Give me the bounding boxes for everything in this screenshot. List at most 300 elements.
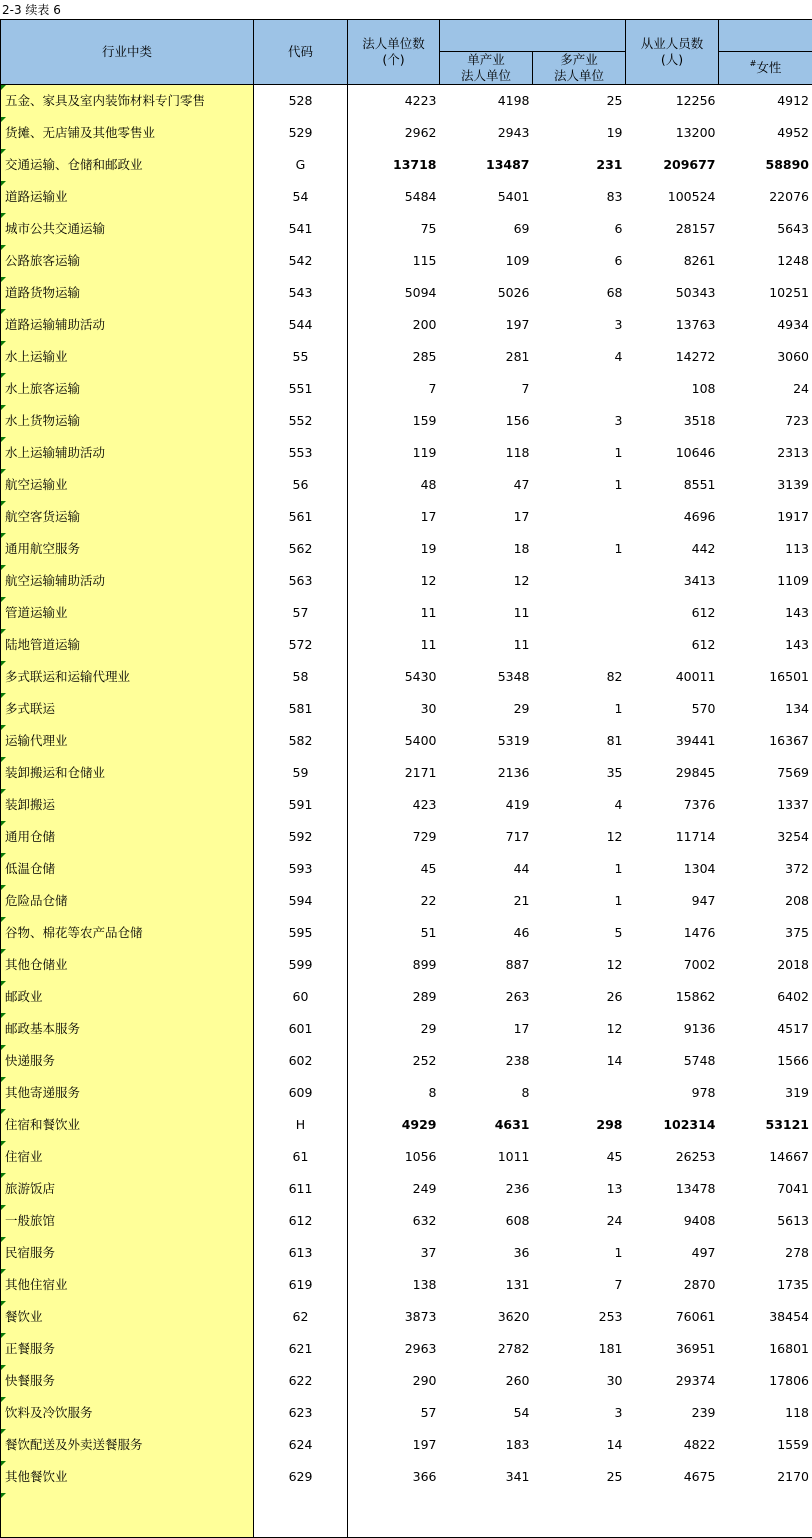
row-units: 12 bbox=[348, 565, 440, 597]
row-code: 611 bbox=[254, 1173, 348, 1205]
row-female: 278 bbox=[719, 1237, 812, 1269]
row-female: 143 bbox=[719, 597, 812, 629]
row-units: 17 bbox=[348, 501, 440, 533]
row-multi: 3 bbox=[533, 1397, 626, 1429]
row-employees: 10646 bbox=[626, 437, 719, 469]
row-single: 118 bbox=[440, 437, 533, 469]
row-multi: 5 bbox=[533, 917, 626, 949]
row-single: 197 bbox=[440, 309, 533, 341]
row-single: 3620 bbox=[440, 1301, 533, 1333]
row-units: 3873 bbox=[348, 1301, 440, 1333]
row-employees: 15862 bbox=[626, 981, 719, 1013]
row-female: 2018 bbox=[719, 949, 812, 981]
table-row bbox=[1, 981, 812, 1013]
row-units: 75 bbox=[348, 213, 440, 245]
table-row bbox=[1, 149, 812, 181]
row-code: 613 bbox=[254, 1237, 348, 1269]
row-code: 56 bbox=[254, 469, 348, 501]
row-industry-name: 航空运输业 bbox=[1, 469, 254, 501]
row-code: 593 bbox=[254, 853, 348, 885]
row-units: 200 bbox=[348, 309, 440, 341]
row-industry-name: 邮政业 bbox=[1, 981, 254, 1013]
row-female: 22076 bbox=[719, 181, 812, 213]
row-industry-name: 城市公共交通运输 bbox=[1, 213, 254, 245]
table-row bbox=[1, 693, 812, 725]
table-row bbox=[1, 277, 812, 309]
row-single: 5319 bbox=[440, 725, 533, 757]
female-mark: # bbox=[750, 59, 757, 68]
row-female: 24 bbox=[719, 373, 812, 405]
header-multi: 多产业 法人单位 bbox=[533, 52, 626, 85]
table-row bbox=[1, 341, 812, 373]
row-multi: 24 bbox=[533, 1205, 626, 1237]
table-row bbox=[1, 1365, 812, 1397]
row-single: 5348 bbox=[440, 661, 533, 693]
row-units: 7 bbox=[348, 373, 440, 405]
row-units: 4223 bbox=[348, 85, 440, 118]
row-employees: 7002 bbox=[626, 949, 719, 981]
row-single: 8 bbox=[440, 1077, 533, 1109]
row-industry-name: 一般旅馆 bbox=[1, 1205, 254, 1237]
row-industry-name: 交通运输、仓储和邮政业 bbox=[1, 149, 254, 181]
row-units: 37 bbox=[348, 1237, 440, 1269]
row-code: 562 bbox=[254, 533, 348, 565]
table-row bbox=[1, 1173, 812, 1205]
row-units: 5400 bbox=[348, 725, 440, 757]
row-employees: 4696 bbox=[626, 501, 719, 533]
row-multi: 26 bbox=[533, 981, 626, 1013]
row-multi: 4 bbox=[533, 789, 626, 821]
row-employees: 497 bbox=[626, 1237, 719, 1269]
row-code: 622 bbox=[254, 1365, 348, 1397]
row-single: 21 bbox=[440, 885, 533, 917]
row-employees: 209677 bbox=[626, 149, 719, 181]
row-single: 236 bbox=[440, 1173, 533, 1205]
row-units: 4929 bbox=[348, 1109, 440, 1141]
row-employees: 76061 bbox=[626, 1301, 719, 1333]
table-row bbox=[1, 1237, 812, 1269]
row-code: 591 bbox=[254, 789, 348, 821]
row-female: 1248 bbox=[719, 245, 812, 277]
table-row bbox=[1, 1301, 812, 1333]
row-employees: 612 bbox=[626, 629, 719, 661]
row-units: 45 bbox=[348, 853, 440, 885]
row-multi: 14 bbox=[533, 1045, 626, 1077]
empty-cell bbox=[254, 1493, 348, 1538]
row-female: 372 bbox=[719, 853, 812, 885]
row-code: 561 bbox=[254, 501, 348, 533]
row-code: 594 bbox=[254, 885, 348, 917]
row-female: 14667 bbox=[719, 1141, 812, 1173]
row-code: 59 bbox=[254, 757, 348, 789]
row-industry-name: 航空客货运输 bbox=[1, 501, 254, 533]
row-single: 36 bbox=[440, 1237, 533, 1269]
row-female: 17806 bbox=[719, 1365, 812, 1397]
row-single: 260 bbox=[440, 1365, 533, 1397]
header-industry: 行业中类 bbox=[1, 20, 254, 85]
row-female: 1559 bbox=[719, 1429, 812, 1461]
row-industry-name: 其他仓储业 bbox=[1, 949, 254, 981]
row-code: 60 bbox=[254, 981, 348, 1013]
row-industry-name: 陆地管道运输 bbox=[1, 629, 254, 661]
row-units: 249 bbox=[348, 1173, 440, 1205]
table-row bbox=[1, 213, 812, 245]
row-industry-name: 住宿和餐饮业 bbox=[1, 1109, 254, 1141]
row-employees: 9408 bbox=[626, 1205, 719, 1237]
row-industry-name: 旅游饭店 bbox=[1, 1173, 254, 1205]
row-code: 57 bbox=[254, 597, 348, 629]
row-multi: 3 bbox=[533, 405, 626, 437]
row-single: 156 bbox=[440, 405, 533, 437]
empty-cell bbox=[719, 1493, 812, 1538]
empty-cell bbox=[1, 1493, 254, 1538]
row-multi: 81 bbox=[533, 725, 626, 757]
row-units: 1056 bbox=[348, 1141, 440, 1173]
row-employees: 40011 bbox=[626, 661, 719, 693]
row-employees: 28157 bbox=[626, 213, 719, 245]
row-code: 582 bbox=[254, 725, 348, 757]
row-industry-name: 运输代理业 bbox=[1, 725, 254, 757]
row-code: 599 bbox=[254, 949, 348, 981]
row-code: 612 bbox=[254, 1205, 348, 1237]
row-industry-name: 正餐服务 bbox=[1, 1333, 254, 1365]
row-multi: 6 bbox=[533, 213, 626, 245]
row-multi: 253 bbox=[533, 1301, 626, 1333]
row-units: 285 bbox=[348, 341, 440, 373]
row-single: 17 bbox=[440, 1013, 533, 1045]
row-multi: 12 bbox=[533, 1013, 626, 1045]
table-filler-row bbox=[1, 1493, 812, 1538]
row-employees: 1304 bbox=[626, 853, 719, 885]
row-single: 11 bbox=[440, 597, 533, 629]
row-female: 1109 bbox=[719, 565, 812, 597]
row-code: 553 bbox=[254, 437, 348, 469]
row-employees: 108 bbox=[626, 373, 719, 405]
row-units: 51 bbox=[348, 917, 440, 949]
header-units: 法人单位数 (个) bbox=[348, 20, 440, 85]
row-industry-name: 货摊、无店铺及其他零售业 bbox=[1, 117, 254, 149]
empty-cell bbox=[348, 1493, 440, 1538]
row-units: 2171 bbox=[348, 757, 440, 789]
row-industry-name: 其他寄递服务 bbox=[1, 1077, 254, 1109]
row-single: 2136 bbox=[440, 757, 533, 789]
row-female: 4952 bbox=[719, 117, 812, 149]
row-multi: 83 bbox=[533, 181, 626, 213]
row-multi: 1 bbox=[533, 437, 626, 469]
row-female: 1337 bbox=[719, 789, 812, 821]
row-multi bbox=[533, 1077, 626, 1109]
row-units: 729 bbox=[348, 821, 440, 853]
row-single: 69 bbox=[440, 213, 533, 245]
row-female: 53121 bbox=[719, 1109, 812, 1141]
row-female: 5643 bbox=[719, 213, 812, 245]
row-multi: 6 bbox=[533, 245, 626, 277]
row-industry-name: 五金、家具及室内装饰材料专门零售 bbox=[1, 85, 254, 118]
row-female: 3139 bbox=[719, 469, 812, 501]
row-multi: 35 bbox=[533, 757, 626, 789]
row-multi: 7 bbox=[533, 1269, 626, 1301]
row-code: 551 bbox=[254, 373, 348, 405]
row-multi: 298 bbox=[533, 1109, 626, 1141]
row-employees: 102314 bbox=[626, 1109, 719, 1141]
row-employees: 947 bbox=[626, 885, 719, 917]
row-multi: 13 bbox=[533, 1173, 626, 1205]
row-single: 11 bbox=[440, 629, 533, 661]
row-units: 11 bbox=[348, 629, 440, 661]
row-employees: 4675 bbox=[626, 1461, 719, 1493]
row-multi: 1 bbox=[533, 885, 626, 917]
table-row bbox=[1, 949, 812, 981]
row-industry-name: 其他餐饮业 bbox=[1, 1461, 254, 1493]
row-female: 10251 bbox=[719, 277, 812, 309]
row-code: 563 bbox=[254, 565, 348, 597]
table-caption: 2-3 续表 6 bbox=[2, 2, 61, 18]
row-female: 5613 bbox=[719, 1205, 812, 1237]
row-code: 601 bbox=[254, 1013, 348, 1045]
table-row bbox=[1, 1461, 812, 1493]
row-units: 13718 bbox=[348, 149, 440, 181]
row-industry-name: 航空运输辅助活动 bbox=[1, 565, 254, 597]
row-employees: 14272 bbox=[626, 341, 719, 373]
row-industry-name: 通用仓储 bbox=[1, 821, 254, 853]
row-single: 608 bbox=[440, 1205, 533, 1237]
table-row bbox=[1, 245, 812, 277]
row-female: 2313 bbox=[719, 437, 812, 469]
row-industry-name: 装卸搬运 bbox=[1, 789, 254, 821]
row-single: 4631 bbox=[440, 1109, 533, 1141]
row-code: 55 bbox=[254, 341, 348, 373]
table-row bbox=[1, 1269, 812, 1301]
row-multi: 82 bbox=[533, 661, 626, 693]
row-code: 592 bbox=[254, 821, 348, 853]
row-units: 30 bbox=[348, 693, 440, 725]
table-row bbox=[1, 1429, 812, 1461]
row-code: 58 bbox=[254, 661, 348, 693]
row-employees: 3518 bbox=[626, 405, 719, 437]
row-female: 375 bbox=[719, 917, 812, 949]
row-industry-name: 通用航空服务 bbox=[1, 533, 254, 565]
row-female: 319 bbox=[719, 1077, 812, 1109]
table-row bbox=[1, 821, 812, 853]
row-units: 119 bbox=[348, 437, 440, 469]
row-industry-name: 多式联运 bbox=[1, 693, 254, 725]
row-multi: 12 bbox=[533, 949, 626, 981]
row-units: 2963 bbox=[348, 1333, 440, 1365]
row-employees: 3413 bbox=[626, 565, 719, 597]
table-row bbox=[1, 885, 812, 917]
row-female: 38454 bbox=[719, 1301, 812, 1333]
row-employees: 442 bbox=[626, 533, 719, 565]
row-multi: 4 bbox=[533, 341, 626, 373]
row-single: 238 bbox=[440, 1045, 533, 1077]
row-code: 602 bbox=[254, 1045, 348, 1077]
row-units: 252 bbox=[348, 1045, 440, 1077]
row-female: 143 bbox=[719, 629, 812, 661]
row-code: 619 bbox=[254, 1269, 348, 1301]
row-employees: 1476 bbox=[626, 917, 719, 949]
row-single: 12 bbox=[440, 565, 533, 597]
header-single: 单产业 法人单位 bbox=[440, 52, 533, 85]
row-female: 16501 bbox=[719, 661, 812, 693]
row-units: 5484 bbox=[348, 181, 440, 213]
row-units: 5430 bbox=[348, 661, 440, 693]
row-multi: 231 bbox=[533, 149, 626, 181]
row-female: 3060 bbox=[719, 341, 812, 373]
row-code: 623 bbox=[254, 1397, 348, 1429]
table-row bbox=[1, 725, 812, 757]
row-industry-name: 快递服务 bbox=[1, 1045, 254, 1077]
table-row bbox=[1, 533, 812, 565]
row-industry-name: 其他住宿业 bbox=[1, 1269, 254, 1301]
row-industry-name: 水上旅客运输 bbox=[1, 373, 254, 405]
table-row bbox=[1, 917, 812, 949]
row-single: 44 bbox=[440, 853, 533, 885]
row-multi: 68 bbox=[533, 277, 626, 309]
row-units: 2962 bbox=[348, 117, 440, 149]
row-industry-name: 邮政基本服务 bbox=[1, 1013, 254, 1045]
row-units: 632 bbox=[348, 1205, 440, 1237]
row-single: 1011 bbox=[440, 1141, 533, 1173]
header-units-spacer bbox=[440, 20, 626, 52]
row-multi: 1 bbox=[533, 469, 626, 501]
row-code: 62 bbox=[254, 1301, 348, 1333]
header-employees: 从业人员数 (人) bbox=[626, 20, 719, 85]
row-single: 13487 bbox=[440, 149, 533, 181]
row-units: 159 bbox=[348, 405, 440, 437]
table-row bbox=[1, 181, 812, 213]
row-single: 5026 bbox=[440, 277, 533, 309]
row-industry-name: 谷物、棉花等农产品仓储 bbox=[1, 917, 254, 949]
row-employees: 26253 bbox=[626, 1141, 719, 1173]
row-female: 3254 bbox=[719, 821, 812, 853]
row-units: 11 bbox=[348, 597, 440, 629]
row-multi bbox=[533, 629, 626, 661]
row-employees: 50343 bbox=[626, 277, 719, 309]
row-employees: 4822 bbox=[626, 1429, 719, 1461]
row-multi: 1 bbox=[533, 693, 626, 725]
row-units: 48 bbox=[348, 469, 440, 501]
row-code: 529 bbox=[254, 117, 348, 149]
row-industry-name: 住宿业 bbox=[1, 1141, 254, 1173]
row-industry-name: 多式联运和运输代理业 bbox=[1, 661, 254, 693]
row-multi: 45 bbox=[533, 1141, 626, 1173]
table-row bbox=[1, 1109, 812, 1141]
row-employees: 5748 bbox=[626, 1045, 719, 1077]
row-employees: 12256 bbox=[626, 85, 719, 118]
table-row bbox=[1, 117, 812, 149]
row-units: 29 bbox=[348, 1013, 440, 1045]
table-row bbox=[1, 373, 812, 405]
row-units: 115 bbox=[348, 245, 440, 277]
table-row bbox=[1, 85, 812, 118]
row-single: 18 bbox=[440, 533, 533, 565]
row-female: 1735 bbox=[719, 1269, 812, 1301]
row-employees: 239 bbox=[626, 1397, 719, 1429]
table-row bbox=[1, 1141, 812, 1173]
table-row bbox=[1, 757, 812, 789]
row-female: 4912 bbox=[719, 85, 812, 118]
row-industry-name: 饮料及冷饮服务 bbox=[1, 1397, 254, 1429]
row-industry-name: 危险品仓储 bbox=[1, 885, 254, 917]
row-employees: 8551 bbox=[626, 469, 719, 501]
row-industry-name: 水上运输辅助活动 bbox=[1, 437, 254, 469]
row-single: 17 bbox=[440, 501, 533, 533]
row-multi: 1 bbox=[533, 1237, 626, 1269]
row-industry-name: 水上货物运输 bbox=[1, 405, 254, 437]
row-employees: 7376 bbox=[626, 789, 719, 821]
row-female: 1917 bbox=[719, 501, 812, 533]
row-multi: 30 bbox=[533, 1365, 626, 1397]
row-single: 263 bbox=[440, 981, 533, 1013]
table-row bbox=[1, 1205, 812, 1237]
row-industry-name: 民宿服务 bbox=[1, 1237, 254, 1269]
row-multi: 181 bbox=[533, 1333, 626, 1365]
row-female: 208 bbox=[719, 885, 812, 917]
row-code: 572 bbox=[254, 629, 348, 661]
row-female: 7041 bbox=[719, 1173, 812, 1205]
row-single: 29 bbox=[440, 693, 533, 725]
row-multi bbox=[533, 373, 626, 405]
row-multi bbox=[533, 501, 626, 533]
row-code: 609 bbox=[254, 1077, 348, 1109]
row-units: 19 bbox=[348, 533, 440, 565]
row-industry-name: 低温仓储 bbox=[1, 853, 254, 885]
row-employees: 29374 bbox=[626, 1365, 719, 1397]
table-row bbox=[1, 565, 812, 597]
row-single: 419 bbox=[440, 789, 533, 821]
row-female: 16367 bbox=[719, 725, 812, 757]
row-multi: 12 bbox=[533, 821, 626, 853]
row-employees: 29845 bbox=[626, 757, 719, 789]
row-code: 544 bbox=[254, 309, 348, 341]
row-units: 22 bbox=[348, 885, 440, 917]
row-single: 281 bbox=[440, 341, 533, 373]
row-single: 109 bbox=[440, 245, 533, 277]
row-single: 46 bbox=[440, 917, 533, 949]
header-employees-spacer bbox=[719, 20, 812, 52]
empty-cell bbox=[626, 1493, 719, 1538]
table-row bbox=[1, 1045, 812, 1077]
table-row bbox=[1, 629, 812, 661]
row-employees: 2870 bbox=[626, 1269, 719, 1301]
row-employees: 100524 bbox=[626, 181, 719, 213]
row-code: 528 bbox=[254, 85, 348, 118]
row-employees: 978 bbox=[626, 1077, 719, 1109]
row-industry-name: 快餐服务 bbox=[1, 1365, 254, 1397]
row-code: 629 bbox=[254, 1461, 348, 1493]
header-female bbox=[719, 52, 812, 85]
header-code: 代码 bbox=[254, 20, 348, 85]
table-body bbox=[1, 85, 812, 1538]
row-industry-name: 餐饮配送及外卖送餐服务 bbox=[1, 1429, 254, 1461]
row-single: 7 bbox=[440, 373, 533, 405]
table-row bbox=[1, 469, 812, 501]
row-single: 5401 bbox=[440, 181, 533, 213]
table-row bbox=[1, 661, 812, 693]
row-units: 366 bbox=[348, 1461, 440, 1493]
row-multi: 1 bbox=[533, 533, 626, 565]
row-employees: 9136 bbox=[626, 1013, 719, 1045]
empty-cell bbox=[533, 1493, 626, 1538]
row-industry-name: 管道运输业 bbox=[1, 597, 254, 629]
row-single: 2782 bbox=[440, 1333, 533, 1365]
row-single: 887 bbox=[440, 949, 533, 981]
table-row bbox=[1, 1397, 812, 1429]
row-code: 543 bbox=[254, 277, 348, 309]
row-single: 183 bbox=[440, 1429, 533, 1461]
row-single: 47 bbox=[440, 469, 533, 501]
row-female: 2170 bbox=[719, 1461, 812, 1493]
